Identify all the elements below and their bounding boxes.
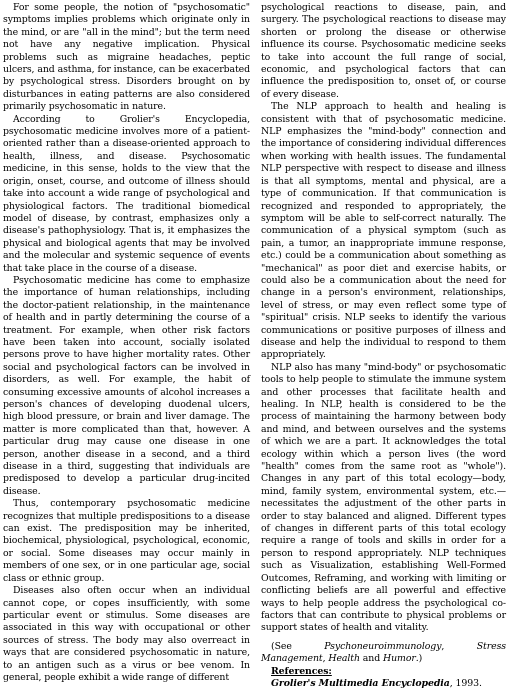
references-heading: References: <box>271 665 332 677</box>
see-also: (See Psychoneuroimmunology, Stress Management, Health and Humor.) <box>261 640 506 665</box>
paragraph: Diseases also often occur when an individual cannot cope, or copes insufficiently, with some particular event or stimulus. Some diseases are associated in this way with occupational or other sources of stress. The body may also overreact in ways that are considered psychosomatic in nature, to an antigen such as a virus or bee venom. In general, people exhibit a wide range of different <box>3 585 250 683</box>
see-also-prefix: (See <box>271 640 325 652</box>
paragraph: For some people, the notion of "psychosomatic" symptoms implies problems which originate only in the mind, or are "all in the mind"; but the term need not have any negative implication. Physical problems such as migraine headaches, peptic ulcers, and asthma, for instance, can be exacerbated by psychological stress. Disorders brought on by disturbances in eating patterns are also considered primarily psychosomatic in nature. <box>3 2 250 113</box>
paragraph: The NLP approach to health and healing is consistent with that of psychosomatic medicine. NLP emphasizes the "mind-body" connection and the importance of considering individual differences when working with health issues. The fundamental NLP perspective with respect to disease and illness is that all symptoms, mental and physical, are a type of communication. If that communication is recognized and responded to appropriately, the symptom will be able to self-correct naturally. The communication of a physical symptom (such as pain, a tumor, an inappropriate immune response, etc.) could be a communication about something as "mechanical" as poor diet and exercise habits, or could also be a communication about the need for change in a person's environment, relationships, level of stress, or may even reflect some type of "spiritual" crisis. NLP seeks to identify the various communications or positive purposes of illness and disease and help the individual to respond to them appropriately. <box>261 101 506 361</box>
see-also-link[interactable]: Stress Management <box>261 640 506 665</box>
paragraph: According to Grolier's Encyclopedia, psychosomatic medicine involves more of a patient-oriented rather than a disease-oriented approach to health, illness, and disease. Psychosomatic medicine, in this sense, holds to the view that the origin, onset, course, and outcome of illness should take into account a wide range of psychological and physiological factors. The traditional biomedical model of disease, by contrast, emphasizes only a disease's pathophysiology. That is, it emphasizes the physical and biological agents that may be involved and the molecular and systemic sequence of events that take place in the course of a disease. <box>3 113 250 274</box>
reference-year: , 1993. <box>449 677 482 689</box>
paragraph: Psychosomatic medicine has come to emphasize the importance of human relationships, including the doctor-patient relationship, in the maintenance of health and in partly determining the course of a treatment. For example, when other risk factors have been taken into account, socially isolated persons prove to have higher mortality rates. Other social and psychological factors can be involved in disorders, as well. For example, the habit of consuming excessive amounts of alcohol increases a person's chances of developing duodenal ulcers, high blood pressure, or brain and liver damage. The matter is more complicated than that, however. A particular drug may cause one disease in one person, another disease in a second, and a third disease in a third, suggesting that individuals are predisposed to develop a particular drug-incited disease. <box>3 274 250 497</box>
reference-source: Grolier's Multimedia Encyclopedia <box>271 677 450 689</box>
left-column <box>3 2 250 684</box>
right-column <box>261 2 506 690</box>
see-also-suffix: .) <box>415 653 423 665</box>
see-also-link[interactable]: Psychoneuroimmunology <box>324 640 442 652</box>
paragraph: Thus, contemporary psychosomatic medicine recognizes that multiple predispositions to a disease can exist. The predisposition may be inherited, biochemical, physiological, psychological, economic, or social. Some diseases may occur mainly in members of one sex, or in one particular age, social class or ethnic group. <box>3 498 250 584</box>
reference-entry <box>261 678 506 690</box>
paragraph: NLP also has many "mind-body" or psychosomatic tools to help people to stimulate the immune system and other processes that facilitate health and healing. In NLP, health is considered to be the process of maintaining the harmony between body and mind, and between ourselves and the systems of which we are a part. It acknowledges the total ecology within which a person lives (the word "health" comes from the same root as "whole"). Changes in any part of this total ecology—body, mind, family system, environmental system, etc.—necessitates the adjustment of the other parts in order to stay balanced and aligned. Different types of changes in different parts of this total ecology require a range of tools and skills in order for a person to respond appropriately. NLP techniques such as Visualization, establishing Well-Formed Outcomes, Reframing, and working with limiting or conflicting beliefs are all powerful and effective ways to help people address the psychological co-factors that can contribute to physical problems or support states of health and vitality. <box>261 361 506 634</box>
paragraph: psychological reactions to disease, pain, and surgery. The psychological reactions to disease may shorten or prolong the disease or otherwise influence its course. Psychosomatic medicine seeks to take into account the full range of social, economic, and psychological factors that can influence the predisposition to, onset of, or course of every disease. <box>261 2 506 100</box>
see-also-link[interactable]: Health <box>328 653 360 665</box>
see-also-link[interactable]: Humor <box>383 653 416 665</box>
